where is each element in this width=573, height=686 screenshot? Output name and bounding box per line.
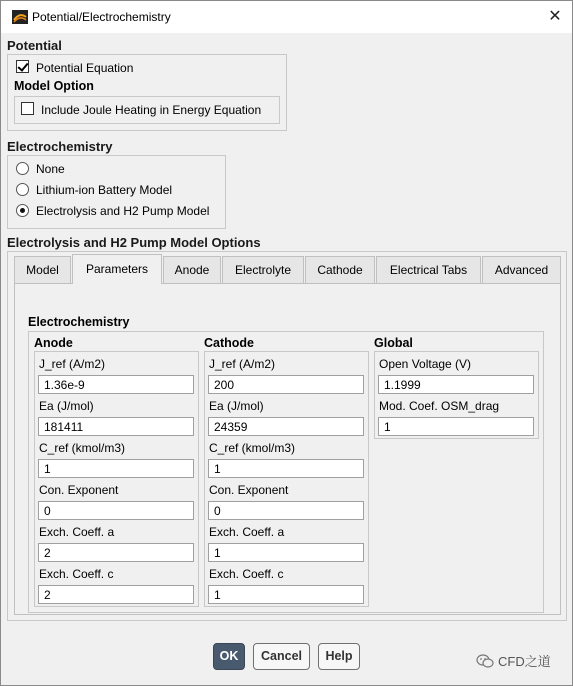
radio-electrolysis[interactable] (16, 204, 29, 217)
cathode-exch-coeff-a-input[interactable]: 1 (208, 543, 364, 562)
anode-con-exponent-input[interactable]: 0 (38, 501, 194, 520)
global-open-voltage-input[interactable]: 1.1999 (378, 375, 534, 394)
radio-electrolysis-label: Electrolysis and H2 Pump Model (36, 204, 210, 218)
potential-equation-label: Potential Equation (36, 61, 134, 75)
potential-equation-checkbox[interactable] (16, 60, 29, 73)
tab-model[interactable]: Model (14, 256, 71, 283)
anode-cref-input[interactable]: 1 (38, 459, 194, 478)
cathode-cref-input[interactable]: 1 (208, 459, 364, 478)
cathode-ea-input[interactable]: 24359 (208, 417, 364, 436)
tab-electrical-tabs[interactable]: Electrical Tabs (376, 256, 481, 283)
anode-jref-label: J_ref (A/m2) (39, 357, 106, 371)
cathode-ea-label: Ea (J/mol) (209, 399, 264, 413)
anode-jref-input[interactable]: 1.36e-9 (38, 375, 194, 394)
anode-cref-label: C_ref (kmol/m3) (39, 441, 126, 455)
global-osm-drag-input[interactable]: 1 (378, 417, 534, 436)
global-heading: Global (374, 336, 413, 350)
ok-button[interactable]: OK (213, 643, 245, 670)
cathode-exch-coeff-c-input[interactable]: 1 (208, 585, 364, 604)
model-options-heading: Electrolysis and H2 Pump Model Options (7, 235, 261, 250)
anode-ea-input[interactable]: 181411 (38, 417, 194, 436)
tab-electrolyte[interactable]: Electrolyte (222, 256, 304, 283)
cathode-cref-label: C_ref (kmol/m3) (209, 441, 296, 455)
tab-advanced[interactable]: Advanced (482, 256, 561, 283)
radio-none[interactable] (16, 162, 29, 175)
radio-none-label: None (36, 162, 65, 176)
joule-heating-checkbox[interactable] (21, 102, 34, 115)
tab-parameters[interactable]: Parameters (72, 254, 162, 284)
anode-exch-coeff-c-input[interactable]: 2 (38, 585, 194, 604)
cathode-heading: Cathode (204, 336, 254, 350)
window-title: Potential/Electrochemistry (32, 10, 171, 24)
app-icon (12, 10, 28, 24)
cathode-exch-coeff-c-label: Exch. Coeff. c (209, 567, 284, 581)
global-osm-drag-label: Mod. Coef. OSM_drag (379, 399, 500, 413)
help-button[interactable]: Help (318, 643, 360, 670)
anode-exch-coeff-a-label: Exch. Coeff. a (39, 525, 115, 539)
watermark-text: CFD之道 (498, 654, 551, 669)
anode-exch-coeff-a-input[interactable]: 2 (38, 543, 194, 562)
cathode-jref-label: J_ref (A/m2) (209, 357, 276, 371)
cancel-button[interactable]: Cancel (253, 643, 310, 670)
wechat-icon (476, 654, 494, 668)
watermark (476, 651, 551, 670)
radio-lithium-ion-label: Lithium-ion Battery Model (36, 183, 173, 197)
anode-ea-label: Ea (J/mol) (39, 399, 94, 413)
potential-heading: Potential (7, 38, 62, 53)
close-icon[interactable]: ✕ (548, 8, 562, 25)
global-open-voltage-label: Open Voltage (V) (379, 357, 472, 371)
anode-heading: Anode (34, 336, 73, 350)
anode-con-exponent-label: Con. Exponent (39, 483, 119, 497)
anode-exch-coeff-c-label: Exch. Coeff. c (39, 567, 114, 581)
radio-lithium-ion[interactable] (16, 183, 29, 196)
cathode-con-exponent-label: Con. Exponent (209, 483, 289, 497)
tab-cathode[interactable]: Cathode (305, 256, 375, 283)
panel-electrochemistry-heading: Electrochemistry (28, 315, 130, 329)
electrochemistry-heading: Electrochemistry (7, 139, 113, 154)
tab-anode[interactable]: Anode (163, 256, 221, 283)
cathode-exch-coeff-a-label: Exch. Coeff. a (209, 525, 285, 539)
cathode-con-exponent-input[interactable]: 0 (208, 501, 364, 520)
model-option-heading: Model Option (14, 79, 94, 93)
cathode-jref-input[interactable]: 200 (208, 375, 364, 394)
title-bar (1, 1, 572, 33)
joule-heating-label: Include Joule Heating in Energy Equation (41, 103, 262, 117)
